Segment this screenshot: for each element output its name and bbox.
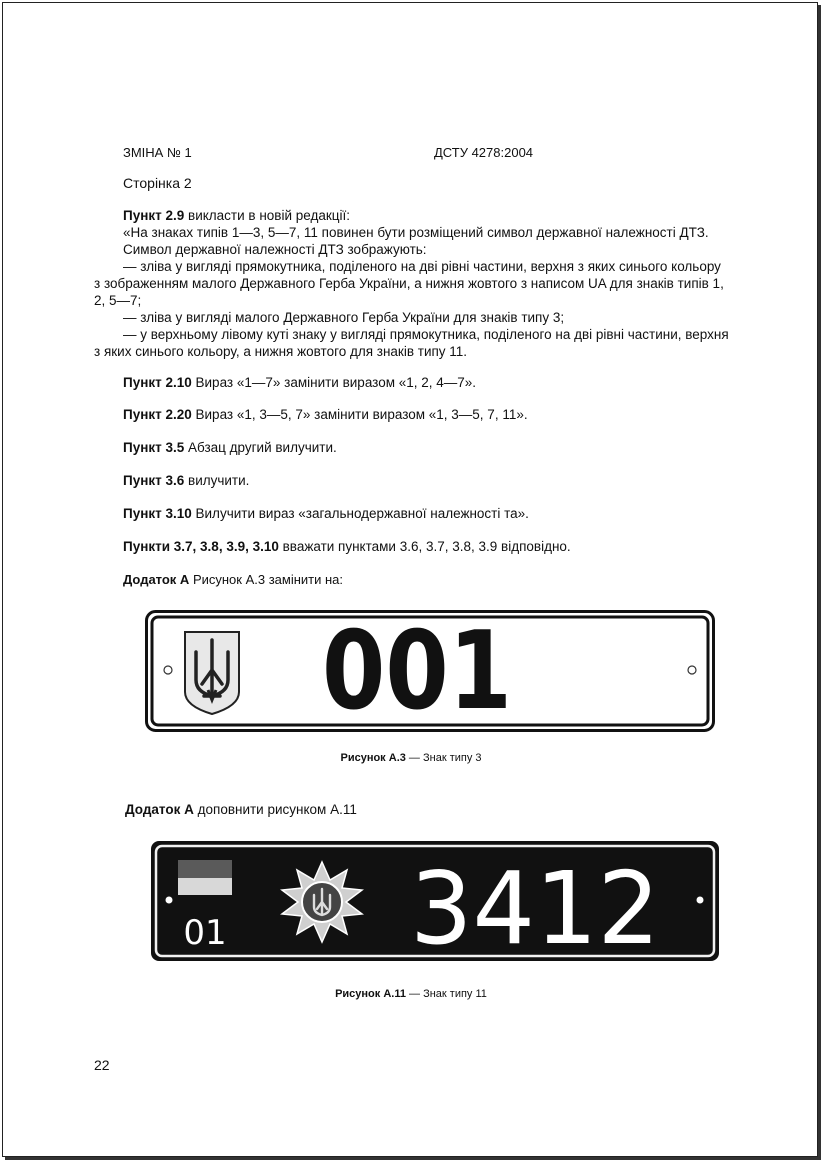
plate-11-region: 01 — [183, 913, 227, 953]
annex-text: доповнити рисунком А.11 — [193, 802, 357, 817]
clause-2-20 — [123, 407, 528, 422]
clause-text: вилучити. — [184, 473, 250, 488]
clause-number: Пункт 2.10 — [123, 375, 192, 390]
annex-a-figure-3 — [123, 572, 343, 587]
clause-2-9-line: — зліва у вигляді прямокутника, поділеного на дві рівні частини, верхня з яких синього кольору — [123, 259, 721, 274]
clause-text: Вираз «1, 3—5, 7» замінити виразом «1, 3—5, 7, 11». — [191, 407, 528, 422]
figure-label: Рисунок А.3 — [340, 752, 406, 764]
mounting-hole-icon — [697, 897, 704, 904]
figure-caption-text: — Знак типу 11 — [405, 988, 487, 1000]
page-number: 22 — [94, 1057, 110, 1073]
clause-2-9-heading — [123, 207, 350, 225]
clause-text: Вираз «1—7» замінити виразом «1, 2, 4—7». — [191, 375, 477, 390]
coat-of-arms-icon — [185, 632, 239, 714]
clause-3-10 — [123, 506, 529, 521]
clause-number: Пункт 2.20 — [123, 407, 192, 422]
mounting-hole-icon — [166, 897, 173, 904]
page-label: Сторінка 2 — [123, 175, 192, 191]
clause-2-9-line: — у верхньому лівому куті знаку у вигляді прямокутника, поділеного на дві рівні частини, верхня — [123, 327, 729, 342]
clause-3-6 — [123, 473, 249, 488]
plate-11-number: 3412 — [410, 850, 660, 962]
clause-text: Абзац другий вилучити. — [184, 440, 337, 455]
license-plate-type-3 — [145, 610, 715, 732]
clause-text: Вилучити вираз «загальнодержавної належності та». — [191, 506, 529, 521]
annex-label: Додаток А — [123, 572, 190, 587]
clause-2-10 — [123, 375, 476, 390]
figure-a11-caption — [0, 988, 822, 1000]
license-plate-type-11 — [150, 840, 720, 962]
clause-2-9-number: Пункт 2.9 — [123, 208, 185, 223]
clause-2-9-line: — зліва у вигляді малого Державного Герба України для знаків типу 3; — [123, 310, 565, 325]
clause-2-9-line: Символ державної належності ДТЗ зображують: — [123, 242, 427, 257]
clause-2-9-heading-text: викласти в новій редакції: — [184, 208, 350, 223]
clause-2-9-line: 2, 5—7; — [94, 293, 142, 308]
clause-number: Пункт 3.6 — [123, 473, 185, 488]
figure-label: Рисунок А.11 — [335, 988, 406, 1000]
clause-number: Пункт 3.10 — [123, 506, 192, 521]
clause-text: вважати пунктами 3.6, 3.7, 3.8, 3.9 відповідно. — [278, 539, 571, 554]
clause-number: Пункти 3.7, 3.8, 3.9, 3.10 — [123, 539, 279, 554]
plate-3-number: 001 — [322, 610, 512, 732]
clause-3-5 — [123, 440, 337, 455]
mounting-hole-icon — [164, 666, 172, 674]
annex-label: Додаток А — [125, 802, 194, 817]
clause-2-9-line: з яких синього кольору, а нижня жовтого для знаків типу 11. — [94, 344, 468, 359]
annex-text: Рисунок А.3 замінити на: — [189, 572, 344, 587]
figure-a3-caption — [0, 752, 822, 764]
annex-a-figure-11 — [125, 802, 357, 817]
clause-number: Пункт 3.5 — [123, 440, 185, 455]
amendment-label: ЗМІНА № 1 — [123, 145, 192, 160]
clause-2-9-line: «На знаках типів 1—3, 5—7, 11 повинен бути розміщений символ державної належності ДТЗ. — [123, 225, 709, 240]
clause-3-7 — [123, 539, 571, 554]
clause-2-9-line: з зображенням малого Державного Герба України, а нижня жовтого з написом UA для знаків типів 1, — [94, 276, 724, 291]
mounting-hole-icon — [688, 666, 696, 674]
figure-caption-text: — Знак типу 3 — [405, 752, 482, 764]
standard-code: ДСТУ 4278:2004 — [434, 145, 534, 160]
flag-icon — [178, 860, 232, 895]
